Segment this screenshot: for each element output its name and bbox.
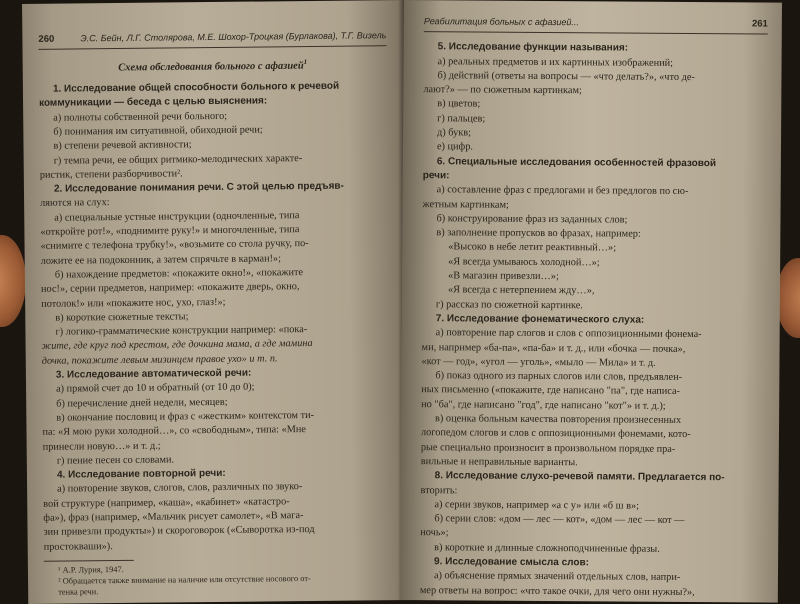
- left-body: [39, 79, 392, 554]
- body-line: зин привезли продукты») и скороговорок («Сыворотка из-под: [43, 524, 315, 539]
- running-head-left: [38, 0, 386, 50]
- scheme-title-footnote-mark: 1: [303, 58, 308, 67]
- body-line: а) полноты собственной речи больного;: [53, 110, 228, 124]
- body-line: б) действий (ответы на вопросы — «что делать?», «что де-: [437, 70, 695, 83]
- section-heading: 1. Исследование общей способности больного к речевой: [52, 80, 340, 95]
- running-head-authors: Э.С. Бейн, Л.Г. Столярова, М.Е. Шохор-Троцкая (Бурлакова), Т.Г. Визель: [80, 30, 387, 44]
- right-body: [420, 40, 768, 600]
- body-line: жетным картинкам;: [422, 198, 509, 211]
- body-line: в) цветов;: [437, 98, 481, 111]
- thumb-left: [0, 235, 26, 327]
- body-line: а) объяснение прямых значений отдельных слов, напри-: [433, 570, 681, 584]
- footnote: ² Обращается также внимание на наличие или отсутствие носового от-: [58, 573, 311, 586]
- section-heading: 5. Исследование функции называния:: [437, 41, 629, 54]
- footnote: тенка речи.: [58, 587, 99, 597]
- running-head-right: [424, 0, 768, 35]
- scheme-title-text: Схема обследования больного с афазией: [118, 60, 304, 74]
- body-line: ночь»;: [420, 527, 449, 539]
- body-line: «кот — год», «угол — уголь», «мыло — Мила» и т. д.: [421, 355, 656, 369]
- left-page: [22, 0, 410, 604]
- running-head-title: Реабилитация больных с афазией...: [423, 16, 579, 28]
- body-line: ристик, степени разборчивости².: [39, 168, 183, 181]
- body-line: вой структуре (например, «каша», «кабинет» «катастро-: [43, 495, 290, 510]
- right-page: [400, 0, 782, 603]
- body-line: ляются на слух:: [40, 197, 110, 210]
- body-line: ных письменно («покажите, где написано "па", где написа-: [421, 384, 681, 398]
- body-line: д) букв;: [437, 127, 472, 139]
- body-line: ми, например «ба-па», «па-ба» и т. д., или «бочка — почка»,: [421, 341, 686, 355]
- body-line: мер ответы на вопрос: «что такое очки, для чего они нужны?»,: [419, 584, 695, 598]
- page-number-right: 261: [751, 18, 768, 30]
- body-line: в) окончание пословиц и фраз с «жестким» контекстом ти-: [56, 409, 315, 424]
- body-line: логопедом слогов и слов с оппозиционными фонемами, кото-: [420, 427, 691, 441]
- body-line: нос!», серии предметов, например: «покажите дверь, окно,: [40, 281, 300, 296]
- body-line: «Высоко в небе летит реактивный…»;: [448, 241, 617, 254]
- body-line: потолок!» или «покажите нос, ухо, глаз!»;: [41, 296, 226, 310]
- body-line: б) перечисление дней недели, месяцев;: [56, 396, 228, 410]
- body-line: г) логико-грамматические конструкции например: «пока-: [55, 324, 308, 338]
- body-line: б) серии слов: «дом — лес — кот», «дом — лес — кот —: [434, 513, 685, 527]
- body-line: «В магазин привезли…»;: [448, 270, 559, 283]
- body-line: «Я всегда умываюсь холодной…»;: [448, 256, 600, 269]
- body-line: «снимите с телефона трубку!», «возьмите со стола ручку, по-: [40, 238, 309, 253]
- page-number-left: 260: [38, 33, 55, 45]
- body-line: б) нахождение предметов: «покажите окно!», «покажите: [54, 267, 304, 281]
- body-line: а) повторение пар слогов и слов с оппозиционными фонема-: [435, 327, 702, 341]
- body-line: г) темпа речи, ее общих ритмико-мелодических характе-: [53, 152, 303, 167]
- body-line: г) пение песен со словами.: [56, 454, 175, 467]
- section-heading: 4. Исследование повторной речи:: [56, 468, 226, 481]
- footnote-rule: [44, 560, 134, 562]
- body-line: а) серии звуков, например «а с у» или «б ш в»;: [434, 499, 640, 512]
- body-line: б) показ одного из парных слогов или слов, предъявлен-: [435, 370, 683, 384]
- body-line: е) цифр.: [436, 141, 474, 153]
- body-line: в) короткие и длинные сложноподчиненные фразы.: [434, 541, 660, 555]
- body-line: в) степени речевой активности;: [53, 139, 192, 152]
- section-heading: 9. Исследование смысла слов:: [434, 556, 590, 569]
- body-line: «Я всегда с нетерпением жду…»,: [447, 284, 595, 297]
- body-line: «откройте рот!», «поднимите руку!» и многочленные, типа: [40, 224, 300, 238]
- section-heading: 7. Исследование фонематического слуха:: [435, 313, 645, 326]
- body-line: а) прямой счет до 10 и обратный (от 10 до 0);: [56, 381, 255, 395]
- body-line: ложите ее на подоконник, а затем спрячьте в карман!»;: [40, 252, 282, 267]
- footnote: ¹ А.Р. Лурия, 1947.: [57, 564, 124, 575]
- section-heading: 3. Исследование автоматической речи:: [55, 367, 252, 381]
- body-line: простокваши»).: [43, 540, 113, 553]
- body-line: в) заполнение пропусков во фразах, например:: [436, 227, 641, 240]
- body-line: па: «Я мою руки холодной…», со «свободным», типа: «Мне: [42, 424, 307, 439]
- scheme-title: [39, 54, 387, 76]
- body-line: а) повторение звуков, слогов, слов, различных по звуко-: [57, 481, 303, 496]
- body-line: г) рассказ по сюжетной картинке.: [435, 298, 583, 311]
- body-line: принесли новую…» и т. д.;: [42, 440, 161, 453]
- body-line: но "ба", где написано "год", где написано "кот"» и т. д.);: [421, 398, 666, 412]
- body-line: б) понимания им ситуативной, обиходной речи;: [53, 124, 263, 138]
- body-line: а) реальных предметов и их картинных изображений;: [437, 55, 674, 69]
- footnotes: [44, 561, 392, 598]
- body-line: рые специально произносит в произвольном порядке пра-: [420, 441, 676, 455]
- body-line: лают?» — по сюжетным картинкам;: [423, 84, 582, 97]
- body-line: вторить:: [420, 484, 458, 496]
- section-heading: 2. Исследование понимания речи. С этой целью предъяв-: [53, 180, 344, 195]
- body-line: речи:: [422, 170, 450, 182]
- body-line: коммуникации — беседа с целью выяснения:: [39, 95, 268, 110]
- body-line: вильные и неправильные варианты.: [420, 456, 578, 469]
- body-line: дочка, покажите левым мизинцем правое ухо» и т. п.: [41, 353, 278, 367]
- body-line: фа»), фраз (например, «Мальчик рисует самолет», «В мага-: [43, 510, 304, 524]
- body-line: а) составление фраз с предлогами и без предлогов по сю-: [436, 184, 689, 198]
- body-line: а) специальные устные инструкции (одночленные, типа: [54, 209, 300, 224]
- body-line: в) короткие сюжетные тексты;: [55, 311, 189, 324]
- section-heading: 6. Специальные исследования особенностей фразовой: [436, 155, 717, 169]
- body-line: б) конструирование фраз из заданных слов;: [436, 213, 628, 226]
- body-line: жите, где круг под крестом, где дочкина мама, а где мамина: [41, 338, 313, 353]
- section-heading: 8. Исследование слухо-речевой памяти. Предлагается по-: [434, 470, 725, 484]
- body-line: г) пальцев;: [437, 113, 486, 125]
- body-line: в) оценка больным качества повторения произнесенных: [435, 413, 682, 426]
